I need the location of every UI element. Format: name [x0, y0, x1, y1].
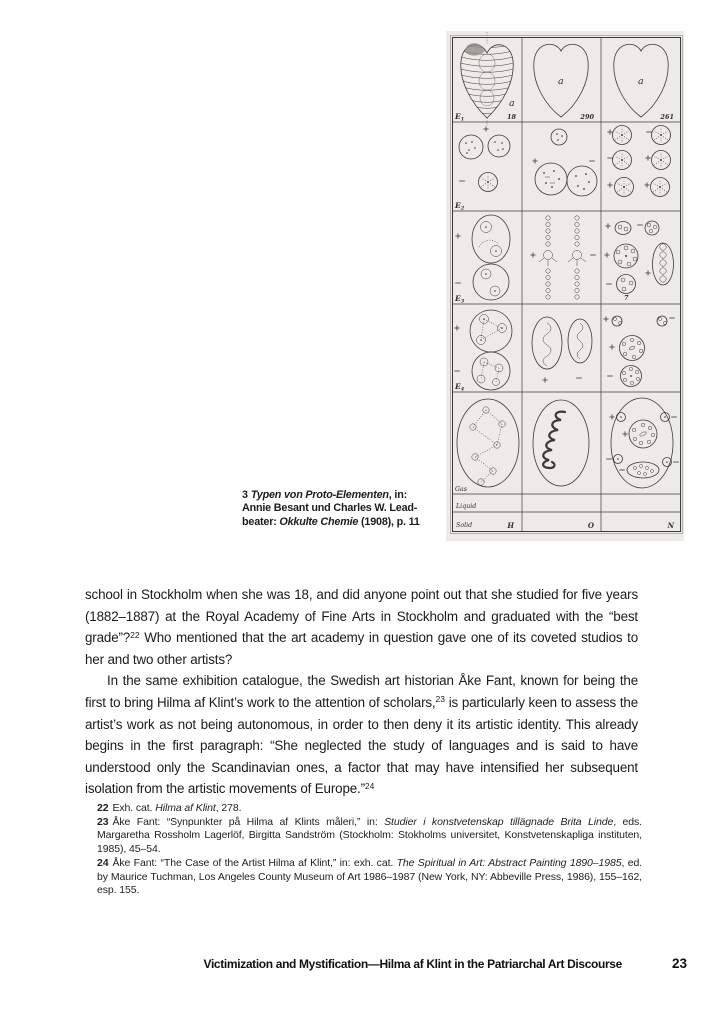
- element-letter-o: O: [587, 521, 594, 530]
- body-text: [85, 584, 638, 800]
- paragraph-2-text-mid: is particularly keen to assess the artist’s work as not being autonomous, in order to then deny it its artistic identity. This already begins in the first paragraph: “She neglected the study of languages and is said to have understood only the Scandinavian ones, a factor that may have intensified her subsequent isolation from the artistic movements of Europe.”: [85, 694, 638, 797]
- footnote-ref-24: 24: [364, 780, 375, 791]
- footnote-23-italic: Studier i konstvetenskap tillägnade Brita Linde: [384, 815, 614, 828]
- caption-line-2: Annie Besant und Charles W. Lead-: [242, 502, 418, 515]
- footnote-23-text-end: , eds. Margaretha Rossholm Lagerlöf, Birgitta Sandström (Stockholm: Stokholms universitet, Konstvetenskapliga instituten, 1985), 45–54.: [97, 815, 642, 856]
- footnote-22-italic: Hilma af Klint: [155, 802, 216, 814]
- row-label-e2: $E_2$: [455, 201, 465, 212]
- footnote-24: [97, 857, 642, 898]
- running-footer-title: Victimization and Mystification—Hilma af Klint in the Patriarchal Art Discourse: [203, 957, 622, 971]
- footnote-ref-22: 22: [130, 629, 140, 640]
- footnote-24-text-end: , ed. by Maurice Tuchman, Los Angeles County Museum of Art 1986–1987 (New York, NY: Abbeville Press, 1986), 155–162, esp. 155.: [97, 856, 642, 897]
- e3-circle-count-label: 7: [624, 294, 629, 302]
- footnote-23-text: Åke Fant: “Synpunkter på Hilma af Klints måleri,” in:: [112, 815, 385, 828]
- caption-number: 3: [242, 489, 248, 501]
- row-label-liquid: Liquid: [456, 503, 477, 510]
- caption-line-3: [242, 516, 447, 529]
- footnote-23-number: 23: [97, 815, 109, 828]
- row-label-solid: Solid: [456, 522, 473, 529]
- row-label-gas: Gas: [455, 486, 468, 493]
- figure-caption: [242, 489, 447, 529]
- row-label-e1: $E_1$: [455, 112, 465, 123]
- weight-nitrogen: 261: [660, 113, 674, 121]
- weight-hydrogen: 18: [506, 113, 516, 121]
- paragraph-1-text: school in Stockholm when she was 18, and did anyone point out that she studied for five years (1882–1887) at the Royal Academy of Fine Arts in Stockholm and graduated with the “best grade”?: [85, 587, 638, 646]
- page-number: 23: [671, 956, 687, 971]
- anu-a-label: a: [509, 98, 515, 109]
- footnote-24-italic: The Spiritual in Art: Abstract Painting 1890–1985: [396, 856, 622, 869]
- weight-oxygen: 290: [580, 113, 594, 121]
- caption-line3-pre: beater:: [242, 515, 280, 528]
- footnote-23: [97, 816, 642, 857]
- caption-line3-post: (1908), p. 11: [358, 515, 420, 528]
- footnote-22: [97, 802, 642, 816]
- element-letter-h: H: [507, 521, 514, 530]
- row-label-e3: $E_3$: [455, 294, 465, 305]
- caption-line3-italic: Okkulte Chemie: [279, 515, 359, 528]
- footnote-24-number: 24: [97, 856, 109, 869]
- footnote-22-text: Exh. cat.: [112, 802, 156, 814]
- scan-paper-background: [446, 31, 684, 541]
- footnotes: [97, 802, 642, 898]
- proto-elements-plate-svg: [446, 31, 684, 541]
- row-label-e4: $E_4$: [455, 382, 465, 393]
- paragraph-2-text: In the same exhibition catalogue, the Swedish art historian Åke Fant, known for being the first to bring Hilma af Klint’s work to the attention of scholars,: [85, 673, 638, 710]
- paragraph-2: [85, 670, 638, 800]
- caption-line-1: [242, 489, 447, 502]
- figure-plate-scan: [446, 31, 684, 541]
- element-letter-n: N: [667, 521, 674, 530]
- paragraph-1-text-after: Who mentioned that the art academy in question gave one of its coveted studios to her and two other artists?: [85, 630, 638, 667]
- caption-title-italic: Typen von Proto-Elementen: [250, 489, 389, 501]
- footnote-22-text-end: , 278.: [215, 802, 242, 814]
- oxygen-a-label: a: [558, 76, 564, 87]
- nitrogen-a-label: a: [638, 76, 644, 87]
- footnote-ref-23: 23: [435, 694, 445, 705]
- caption-after-title: , in:: [388, 489, 407, 501]
- footnote-24-text: Åke Fant: “The Case of the Artist Hilma af Klint,” in: exh. cat.: [112, 856, 397, 869]
- footnote-22-number: 22: [97, 802, 109, 814]
- paragraph-1: [85, 584, 638, 670]
- page-footer: [85, 956, 687, 971]
